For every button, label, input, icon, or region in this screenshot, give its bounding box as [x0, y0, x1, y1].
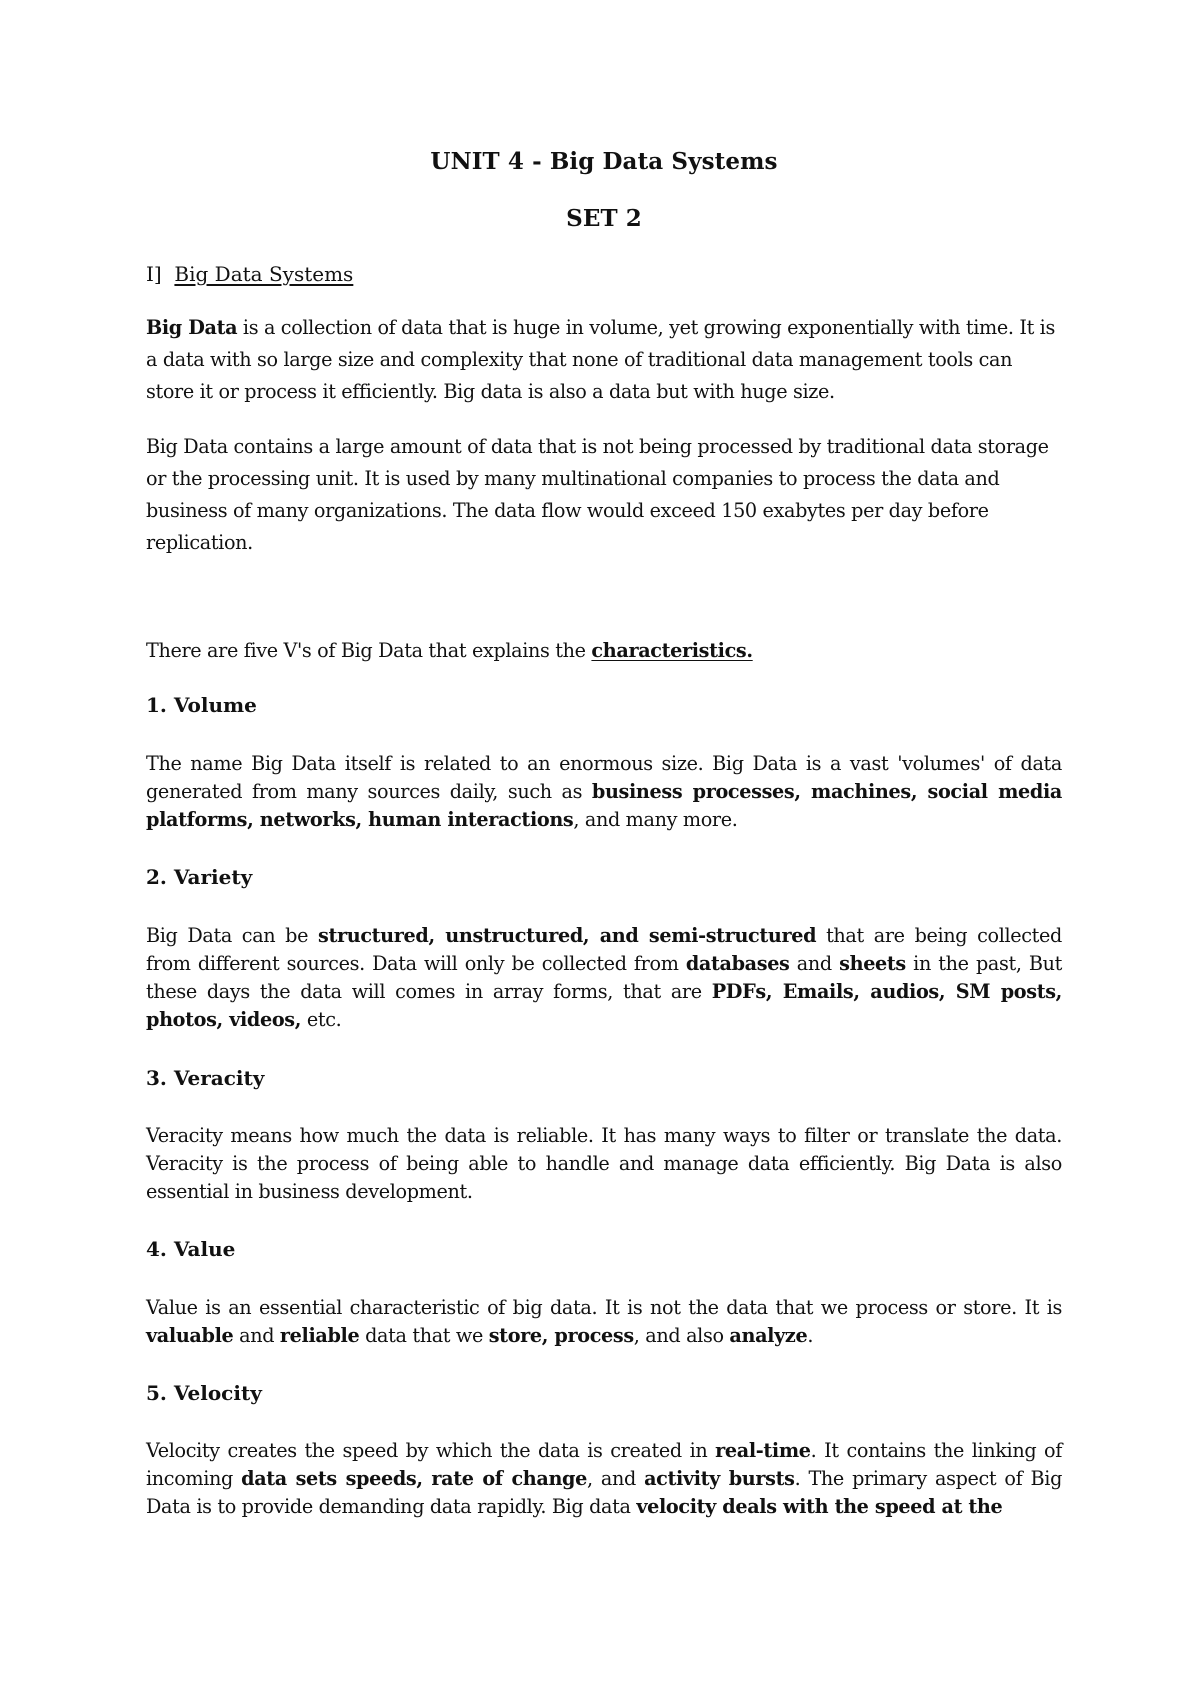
paragraph-value: Value is an essential characteristic of big data. It is not the data that we process or store. It is valuable and reliable data that we store, process, and also analyze.	[146, 1296, 1062, 1347]
paragraph-big-data-contains: Big Data contains a large amount of data that is not being processed by traditional data storage or the processing unit. It is used by many multinational companies to process the data and business of many organizations. The data flow would exceed 150 exabytes per day before replication.	[146, 435, 1049, 554]
section-heading	[146, 262, 353, 286]
heading-variety: 2. Variety	[146, 865, 253, 889]
set-title: SET 2	[566, 205, 642, 232]
unit-title: UNIT 4 - Big Data Systems	[430, 148, 778, 175]
heading-volume: 1. Volume	[146, 693, 257, 717]
paragraph-five-vs-intro	[146, 635, 1062, 667]
characteristics-link[interactable]: characteristics.	[591, 639, 753, 662]
paragraph-text: There are five V's of Big Data that explains the	[146, 639, 592, 662]
paragraph-variety: Big Data can be structured, unstructured, and semi-structured that are being collected from different sources. Data will only be collected from databases and sheets in the past, But these days the data will comes in array forms, that are PDFs, Emails, audios, SM posts, photos, videos, etc.	[146, 924, 1062, 1031]
heading-velocity: 5. Velocity	[146, 1381, 262, 1405]
paragraph-text: is a collection of data that is huge in volume, yet growing exponentially with time. It is a data with so large size and complexity that none of traditional data management tools can store it or process it efficiently. Big data is also a data but with huge size.	[146, 316, 1055, 403]
section-prefix: I]	[146, 262, 162, 286]
document-page	[146, 0, 1062, 1698]
paragraph-veracity: Veracity means how much the data is reliable. It has many ways to filter or translate the data. Veracity is the process of being able to handle and manage data efficiently. Big Data is also essential in business development.	[146, 1124, 1062, 1203]
paragraph-velocity: Velocity creates the speed by which the data is created in real-time. It contains the linking of incoming data sets speeds, rate of change, and activity bursts. The primary aspect of Big Data is to provide demanding data rapidly. Big data velocity deals with the speed at the	[146, 1439, 1063, 1518]
section-title: Big Data Systems	[174, 262, 354, 286]
paragraph-volume: The name Big Data itself is related to an enormous size. Big Data is a vast 'volumes' of data generated from many sources daily, such as business processes, machines, social media platforms, networks, human interactions, and many more.	[146, 752, 1062, 831]
bold-term: Big Data	[146, 316, 238, 339]
paragraph-big-data-definition	[146, 312, 1062, 408]
heading-value: 4. Value	[146, 1237, 236, 1261]
heading-veracity: 3. Veracity	[146, 1066, 265, 1090]
